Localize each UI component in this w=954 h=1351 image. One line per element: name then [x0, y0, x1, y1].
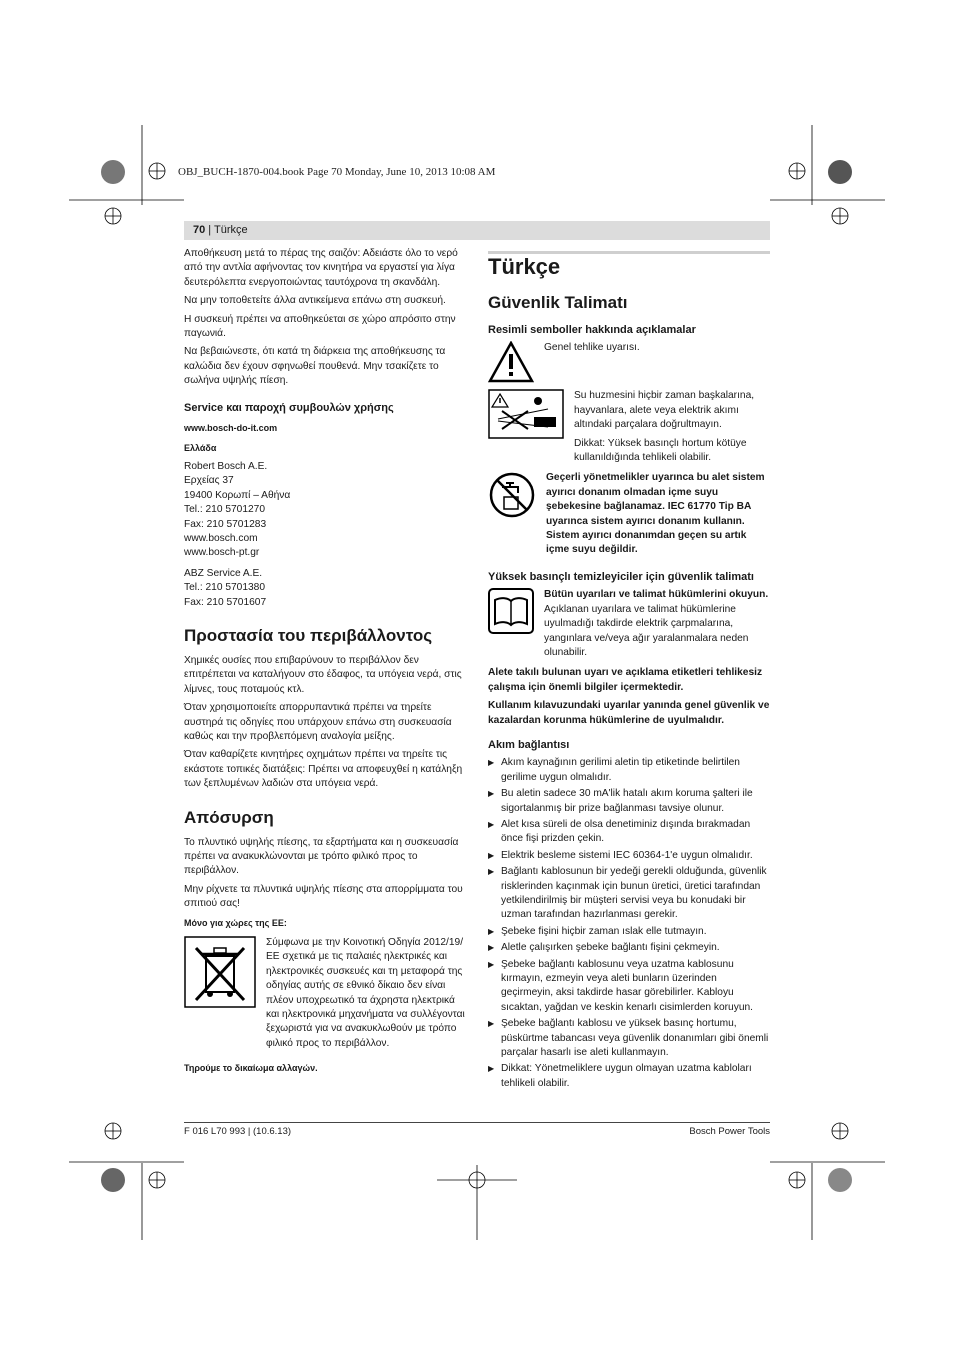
address-line: Fax: 210 5701607	[184, 596, 267, 608]
high-pressure-heading: Yüksek basınçlı temizleyiciler için güvenlik talimatı	[488, 570, 754, 583]
list-item: ▶ Bu aletin sadece 30 mA'lik hatalı akım koruma şalteri ile sigortalanmış bir prize bağlanması tavsiye olunur.	[488, 787, 770, 816]
footer-doc-id: F 016 L70 993 | (10.6.13)	[184, 1126, 292, 1137]
list-item: ▶ Aletle çalışırken şebeke bağlantı fişini çekmeyin.	[488, 941, 770, 955]
address-line: Tel.: 210 5701380	[184, 582, 266, 594]
address-line: Fax: 210 5701283	[184, 518, 267, 530]
address-block	[184, 460, 466, 561]
read-manual-text: Açıklanan uyarılara ve talimat hükümlerine uyulmadığı takdirde elektrik çarpmalarına, yangınlara ve/veya ağır yaralanmalara neden olunabilir.	[544, 603, 749, 658]
warning-triangle-icon	[488, 341, 534, 383]
right-column	[488, 247, 770, 1093]
address-line: www.bosch.com	[184, 532, 258, 544]
power-bullet-list	[488, 756, 770, 1091]
spray-danger-icon	[488, 389, 564, 465]
country-label: Ελλάδα	[184, 443, 217, 454]
address-line: Tel.: 210 5701270	[184, 504, 266, 516]
weee-text: Σύμφωνα με την Κοινοτική Οδηγία 2012/19/ΕΕ σχετικά με τις παλαιές ηλεκτρικές και ηλεκτρονικές συσκευές και τη μεταφορά της οδηγίας αυτής σε εθνικό δίκαιο δεν είναι πλέον υποχρεωτικό τα άχρηστα ηλεκτρικά και ηλεκτρονικά μηχανήματα να συλλέγονται ξεχωριστά για να ανακυκλωθούν με τρόπο φιλικό προς το περιβάλλον.	[266, 937, 465, 1049]
environment-paragraph-3: Όταν καθαρίζετε κινητήρες οχημάτων πρέπει να τηρείτε τις εκάστοτε τοπικές διατάξεις: Πρέπει να αποφευχθεί η κατάληξη των ξεπλυμένων λαδιών στα υπόγεια νερά.	[184, 749, 463, 790]
list-item: ▶ Şebeke bağlantı kablosunu veya uzatma kablosunu kırmayın, ezmeyin veya aleti bunların üzerinden geçirmeyin, aksi takdirde hasar görebilirler. Kabloyu sıcaktan, yağdan ve keskin kenarlı cisimlerden koruyun.	[488, 958, 770, 1016]
list-item: ▶ Elektrik besleme sistemi IEC 60364-1'e uygun olmalıdır.	[488, 849, 770, 863]
eu-heading: Μόνο για χώρες της ΕΕ:	[184, 917, 287, 928]
service-heading: Service και παροχή συμβουλών χρήσης	[184, 401, 394, 414]
environment-paragraph: Χημικές ουσίες που επιβαρύνουν το περιβάλλον δεν επιτρέπεται να καταλήγουν στο έδαφος, τα υπόγεια νερά, στις λίμνες, τους ποταμούς κτλ.	[184, 654, 462, 695]
footer-rule	[184, 1122, 770, 1123]
rights-note: Τηρούμε το δικαίωμα αλλαγών.	[184, 1063, 318, 1074]
environment-paragraph-2: Όταν χρησιμοποιείτε απορρυπαντικά πρέπει να τηρείτε αυστηρά τις οδηγίες που υπάρχουν επάνω στη συσκευασία καθώς και την προβλεπόμενη αναλογία μείξης.	[184, 702, 452, 742]
storage-paragraph-2: Να μην τοποθετείτε άλλα αντικείμενα επάνω στη συσκευή.	[184, 295, 446, 307]
symbol-row-read-manual	[488, 588, 770, 660]
list-item: ▶ Bağlantı kablosunun bir yedeği gerekli olduğunda, güvenlik risklerinden kaçınmak için bunun üretici, üretici tarafından yetkilendirilmiş bir müşteri servisi veya bu konudaki bir uzman tarafından hazırlanması gerekir.	[488, 865, 770, 923]
weee-row	[184, 936, 466, 1051]
storage-paragraph-3: Η συσκευή πρέπει να αποθηκεύεται σε χώρο απρόσιτο στην παγωνιά.	[184, 313, 456, 340]
symbol-text-warning: Genel tehlike uyarısı.	[544, 342, 640, 354]
left-column	[184, 247, 466, 1080]
symbol-text-hose: Dikkat: Yüksek basınçlı hortum kötüye kullanıldığında tehlikeli olabilir.	[574, 437, 747, 464]
environment-heading: Προστασία του περιβάλλοντος	[184, 625, 433, 645]
address-line: Ερχείας 37	[184, 475, 234, 487]
symbol-row-drinking-water	[488, 471, 770, 557]
footer-brand: Bosch Power Tools	[689, 1126, 770, 1137]
list-item: ▶ Akım kaynağının gerilimi aletin tip etiketinde belirtilen gerilime uygun olmalıdır.	[488, 756, 770, 785]
no-drinking-water-icon	[488, 471, 536, 557]
address-line: www.bosch-pt.gr	[184, 547, 260, 559]
manual-note: Kullanım kılavuzundaki uyarılar yanında genel güvenlik ve kazalardan korunma hükümlerine de uyulmalıdır.	[488, 700, 770, 726]
disposal-paragraph: Το πλυντικό υψηλής πίεσης, τα εξαρτήματα και η συσκευασία πρέπει να ανακυκλώνονται με τρόπο φιλικό προς το περιβάλλον.	[184, 836, 459, 877]
symbol-text-drinking-water: Geçerli yönetmelikler uyarınca bu alet sistem ayırıcı donanım olmadan içme suyu şebekesine bağlanamaz. IEC 61770 Tip BA uyarınca sistem ayırıcı donanım kullanın. Sistem ayırıcı donanımdan geçen su artık içme suyu değildir.	[546, 472, 765, 556]
disposal-paragraph-2: Μην ρίχνετε τα πλυντικά υψηλής πίεσης στα απορρίμματα του σπιτιού σας!	[184, 883, 463, 910]
storage-paragraph: Αποθήκευση μετά το πέρας της σαιζόν: Αδειάστε όλο το νερό από την αντλία αφήνοντας τον κινητήρα να εργαστεί για λίγα δευτερόλεπτα ενεργοποιώντας ταυτόχρονα τη σκανδάλη.	[184, 248, 458, 288]
abz-block	[184, 567, 466, 610]
address-line: Robert Bosch A.E.	[184, 460, 268, 472]
page-number: 70	[193, 224, 206, 236]
address-line: ABZ Service A.E.	[184, 567, 263, 579]
read-manual-bold: Bütün uyarıları ve talimat hükümlerini okuyun.	[544, 589, 769, 601]
symbols-heading: Resimli semboller hakkında açıklamalar	[488, 324, 696, 336]
read-manual-icon	[488, 588, 534, 660]
file-header: OBJ_BUCH-1870-004.book Page 70 Monday, June 10, 2013 10:08 AM	[178, 166, 496, 178]
list-item: ▶ Dikkat: Yönetmeliklere uygun olmayan uzatma kabloları tehlikeli olabilir.	[488, 1062, 770, 1091]
power-heading: Akım bağlantısı	[488, 738, 570, 751]
list-item: ▶ Şebeke fişini hiçbir zaman ıslak elle tutmayın.	[488, 925, 770, 939]
symbol-row-spray	[488, 389, 770, 465]
service-url: www.bosch-do-it.com	[184, 423, 278, 434]
address-line: 19400 Κορωπί – Αθήνα	[184, 489, 291, 501]
symbol-row-warning	[488, 341, 770, 383]
labels-note: Alete takılı bulunan uyarı ve açıklama etiketleri tehlikesiz çalışma için önemli bilgiler içermektedir.	[488, 667, 763, 693]
symbol-text-spray: Su huzmesini hiçbir zaman başkalarına, hayvanlara, alete veya elektrik akımı altındaki parçalara doğrultmayın.	[574, 390, 755, 431]
storage-paragraph-4: Να βεβαιώνεστε, ότι κατά τη διάρκεια της αποθήκευσης τα καλώδια δεν έχουν σφηνωθεί πουθενά. Μην τσακίζετε το σωλήνα υψηλής πίεση.	[184, 346, 446, 387]
safety-heading: Güvenlik Talimatı	[488, 293, 628, 312]
page-header-bar: 70 | Türkçe	[184, 221, 770, 240]
crossed-bin-icon	[184, 936, 256, 1051]
page-title: Türkçe	[488, 254, 561, 279]
header-section: Türkçe	[214, 224, 248, 236]
disposal-heading: Απόσυρση	[184, 807, 274, 827]
list-item: ▶ Alet kısa süreli de olsa denetiminiz dışında bırakmadan önce fişi prizden çekin.	[488, 818, 770, 847]
list-item: ▶ Şebeke bağlantı kablosu ve yüksek basınç hortumu, püskürtme tabancası veya güvenlik donanımları gibi önemli parçalar hasarlı ise aleti kullanmayın.	[488, 1017, 770, 1060]
